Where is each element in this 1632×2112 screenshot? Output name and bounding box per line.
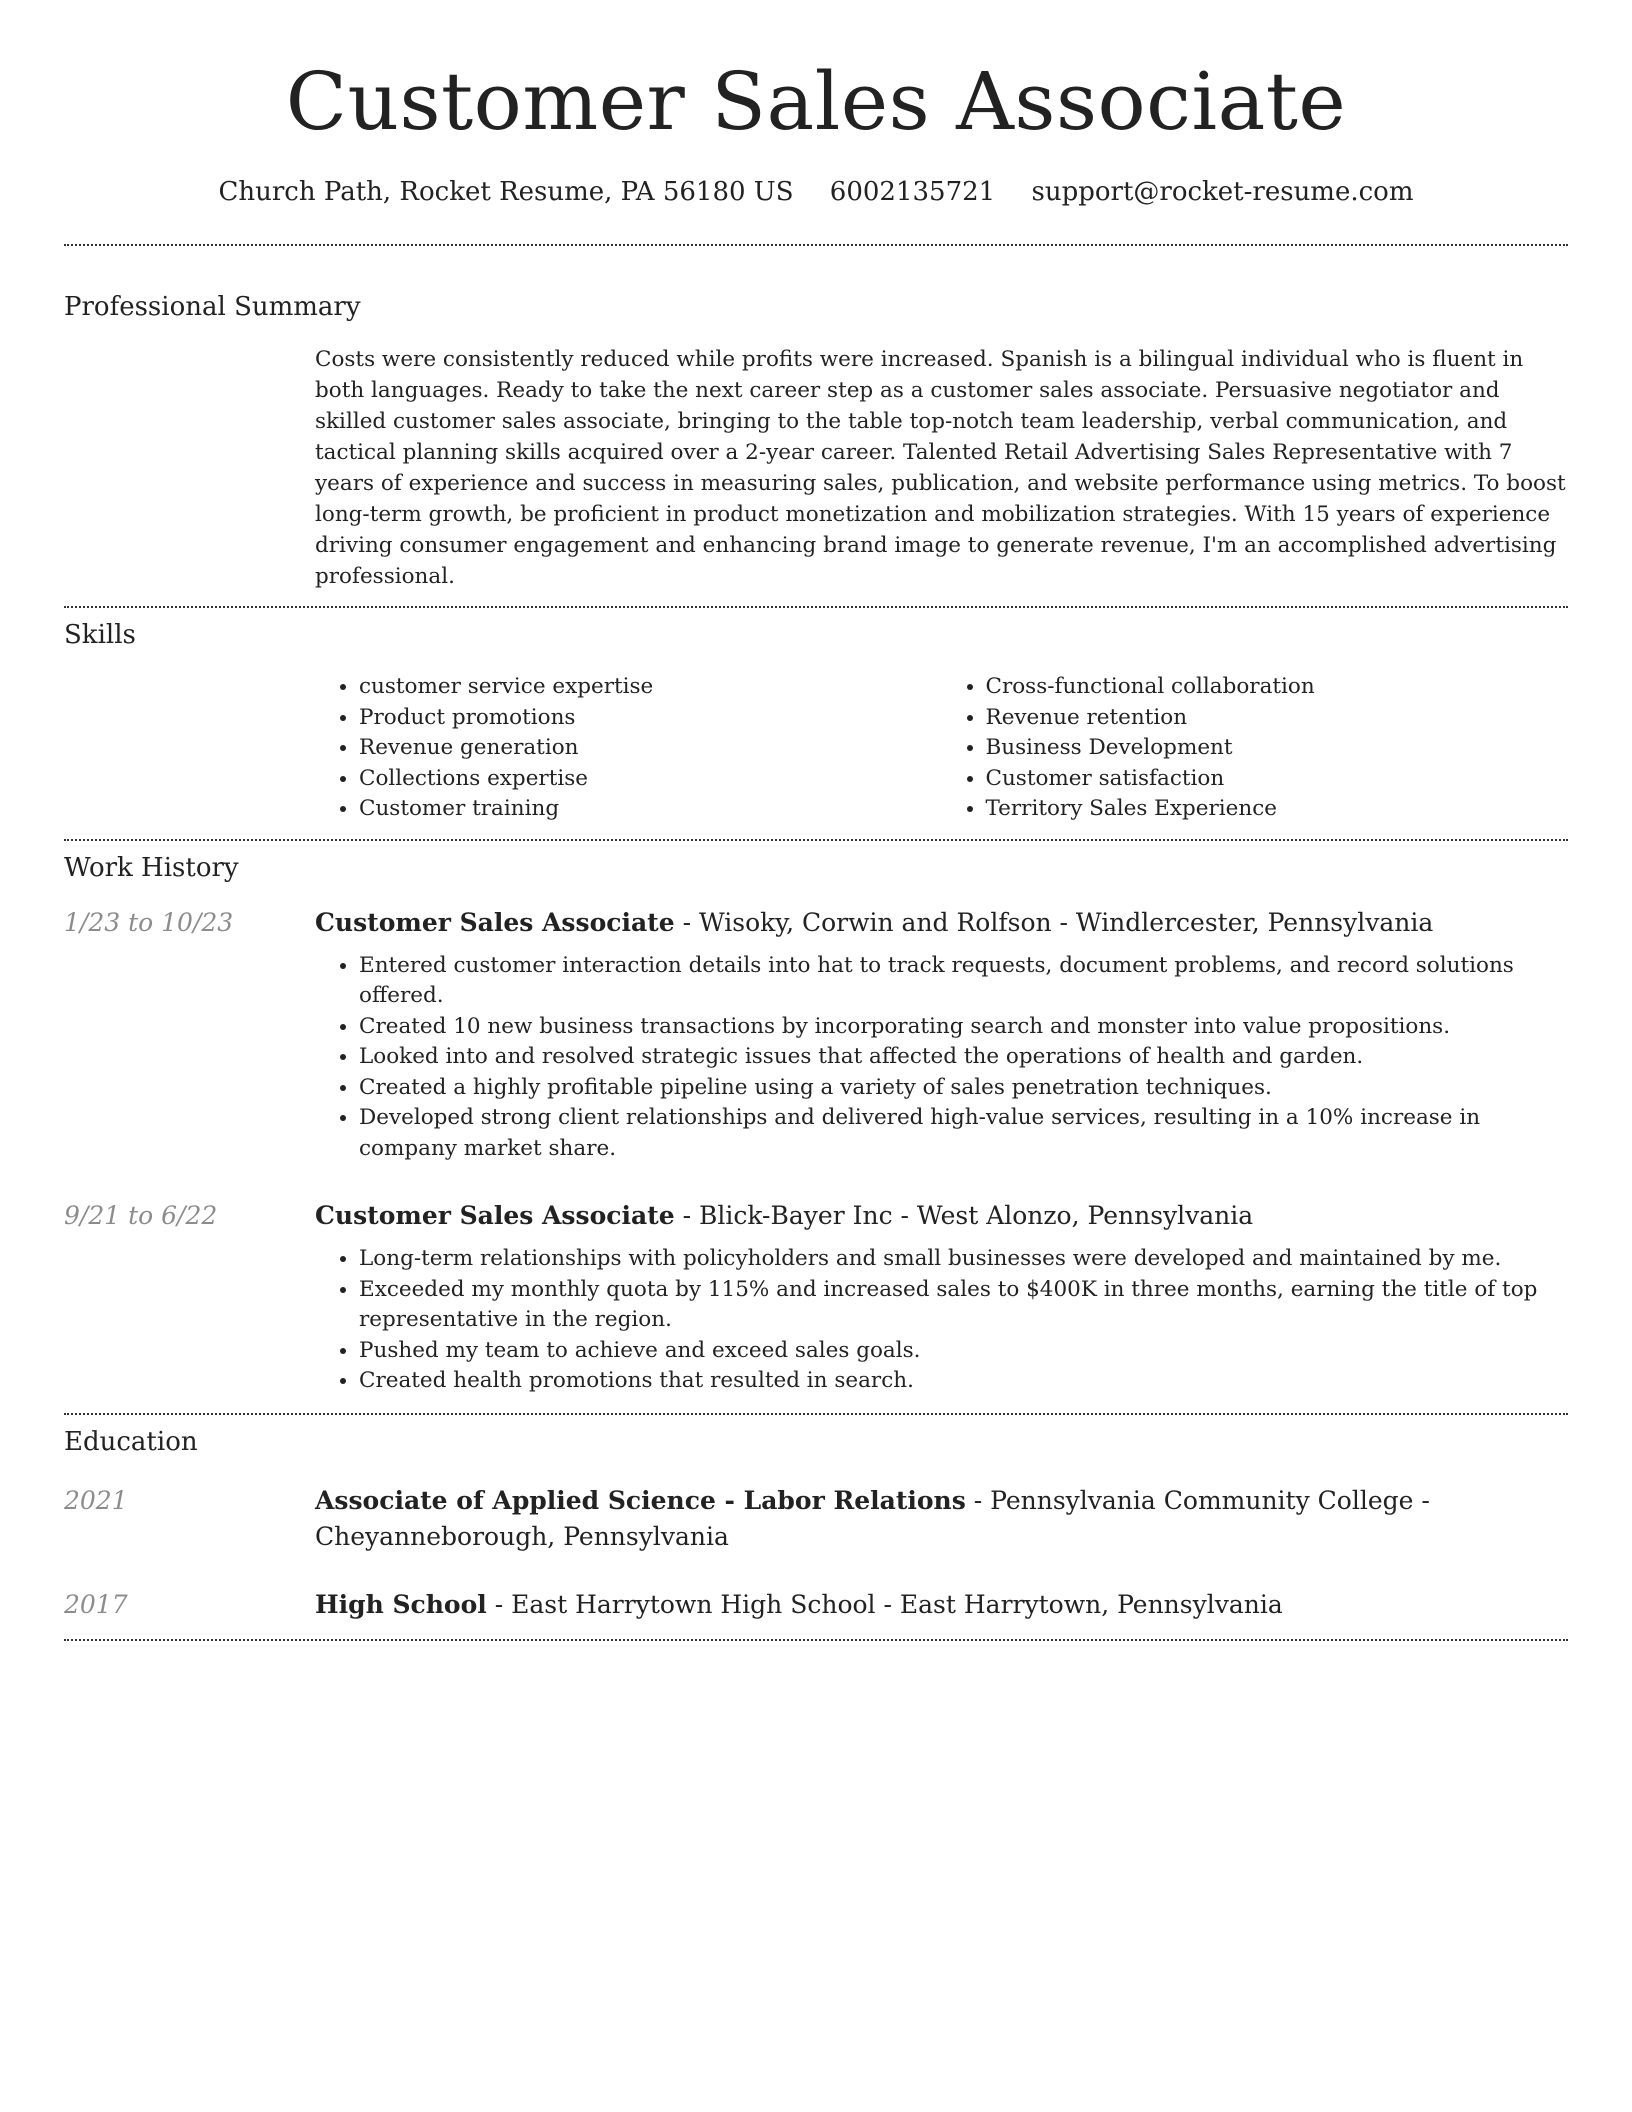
skills-title: Skills [64,620,136,650]
summary-text: Costs were consistently reduced while profits were increased. Spanish is a bilingual individual who is fluent in both languages. Ready to take the next career step as a customer sales associate. Persuasive negotiator and skilled customer sales associate, bringing to the table top-notch team leadership, verbal communication, and tactical planning skills acquired over a 2-year career. Talented Retail Advertising Sales Representative with 7 years of experience and success in measuring sales, publication, and website performance using metrics. To boost long-term growth, be proficient in product monetization and mobilization strategies. With 15 years of experience driving consumer engagement and enhancing brand image to generate revenue, I'm an accomplished advertising professional. [315,347,1566,589]
divider [64,1639,1568,1641]
education-year: 2021 [64,1485,128,1515]
summary-section [64,290,1568,592]
job-bullet: • Created a highly profitable pipeline using a variety of sales penetration techniques. [359,1073,1568,1104]
contact-email: support@rocket-resume.com [1031,177,1414,207]
skill-item: • Customer training [359,794,942,825]
job-heading [315,905,1568,941]
skills-list-left [315,672,942,825]
education-entry [64,1483,1568,1555]
work-title: Work History [64,852,239,883]
skill-item: • Customer satisfaction [986,764,1569,795]
skill-item: • Revenue generation [359,733,942,764]
contact-address: Church Path, Rocket Resume, PA 56180 US [218,177,794,207]
job-role: Customer Sales Associate [315,907,675,937]
job-role: Customer Sales Associate [315,1201,675,1230]
contact-phone: 6002135721 [829,177,996,207]
skill-item: • Cross-functional collaboration [986,672,1569,703]
education-degree: High School [315,1589,487,1619]
skill-item: • Product promotions [359,703,942,734]
job-details: - Wisoky, Corwin and Rolfson - Windlercester, Pennsylvania [674,907,1434,937]
education-heading [315,1587,1568,1623]
work-section [64,851,1568,1397]
skills-list-right [942,672,1569,825]
education-entry [64,1587,1568,1623]
education-title: Education [64,1426,198,1457]
job-bullet: • Exceeded my monthly quota by 115% and increased sales to $400K in three months, earning the title of top representative in the region. [359,1275,1568,1336]
divider [64,244,1568,246]
job-bullet: • Created 10 new business transactions by incorporating search and monster into value propositions. [359,1012,1568,1043]
education-section [64,1425,1568,1623]
summary-title: Professional Summary [64,292,361,322]
skill-item: • Business Development [986,733,1569,764]
education-heading [315,1483,1568,1555]
skill-item: • Territory Sales Experience [986,794,1569,825]
job-bullet: • Long-term relationships with policyholders and small businesses were developed and maintained by me. [359,1244,1568,1275]
resume-name: Customer Sales Associate [285,55,1347,148]
job-heading [315,1198,1568,1234]
education-details: - East Harrytown High School - East Harrytown, Pennsylvania [486,1589,1283,1619]
job-bullet: • Pushed my team to achieve and exceed sales goals. [359,1336,1568,1367]
resume-page [64,0,1568,1641]
skills-section [64,618,1568,825]
job-bullet: • Developed strong client relationships and delivered high-value services, resulting in a 10% increase in company market share. [359,1103,1568,1164]
education-details: - Pennsylvania Community College - Cheyanneborough, Pennsylvania [315,1485,1430,1551]
skill-item: • customer service expertise [359,672,942,703]
job-bullets [315,951,1568,1165]
job-dates: 1/23 to 10/23 [64,907,234,937]
job-details: - Blick-Bayer Inc - West Alonzo, Pennsylvania [674,1201,1254,1230]
job-entry [64,1198,1568,1397]
job-bullet: • Entered customer interaction details into hat to track requests, document problems, and record solutions offered. [359,951,1568,1012]
job-bullets [315,1244,1568,1397]
skill-item: • Revenue retention [986,703,1569,734]
divider [64,606,1568,608]
education-year: 2017 [64,1589,128,1619]
job-dates: 9/21 to 6/22 [64,1201,218,1230]
divider [64,839,1568,841]
job-entry [64,905,1568,1165]
skill-item: • Collections expertise [359,764,942,795]
job-bullet: • Looked into and resolved strategic issues that affected the operations of health and garden. [359,1042,1568,1073]
divider [64,1413,1568,1415]
education-degree: Associate of Applied Science - Labor Relations [315,1485,966,1515]
contact-line [64,174,1568,210]
job-bullet: • Created health promotions that resulted in search. [359,1366,1568,1397]
